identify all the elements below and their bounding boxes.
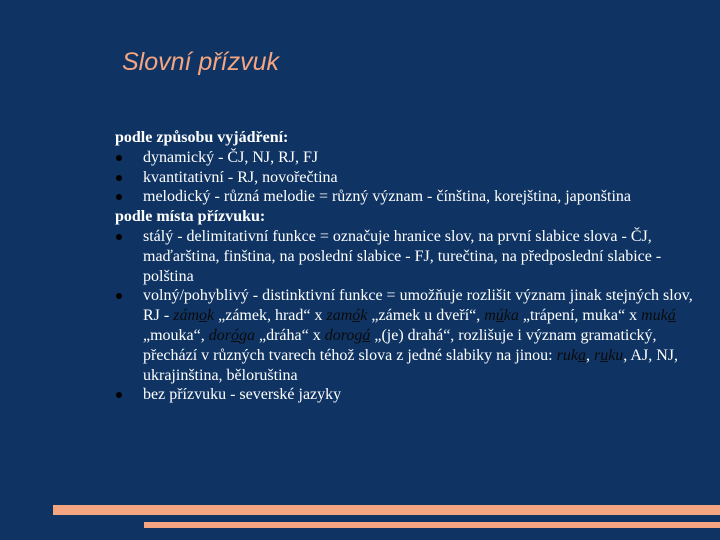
slide-content	[115, 128, 695, 405]
section-heading-position: podle místa přízvuku:	[115, 208, 266, 226]
example-word: doróga	[208, 326, 255, 344]
list-item: stálý - delimitativní funkce = označuje hranice slov, na první slabice slova - ČJ, maďarština, finština, na poslední slabice - FJ, turečtina, na předposlední slabice - polština	[115, 227, 695, 286]
example-word: múka	[484, 307, 519, 325]
example-word: dorogá	[324, 326, 371, 344]
bullet-icon	[116, 293, 122, 299]
slide-title: Slovní přízvuk	[122, 48, 280, 76]
bullet-icon	[116, 175, 122, 181]
bullet-icon	[116, 234, 122, 240]
list-item: melodický - různá melodie = různý význam - čínština, korejština, japonština	[115, 187, 695, 207]
list-item: dynamický - ČJ, NJ, RJ, FJ	[115, 148, 695, 168]
free-stress-text: volný/pohyblivý - distinktivní funkce = umožňuje rozlišit význam jinak stejných slov, RJ - zámok „zámek, hrad“ x zamók „zámek u dveří“, múka „trápení, muka“ x muká „mouka“, doróga „dráha“ x dorogá „(je) drahá“, rozlišuje i význam gramatický, přechází v různých tvarech téhož slova z jedné slabiky na jinou: ruka, ruku, AJ, NJ, ukrajinština, běloruština	[143, 287, 693, 384]
example-word: ruku	[593, 346, 624, 364]
example-word: zámok	[173, 307, 215, 325]
list-item	[115, 286, 695, 385]
position-list	[115, 227, 695, 405]
decorative-bar-bottom	[144, 522, 720, 528]
example-word: muká	[641, 307, 676, 325]
section-heading-expression: podle způsobu vyjádření:	[115, 129, 289, 146]
example-word: ruka	[556, 346, 586, 364]
bullet-icon	[116, 392, 122, 398]
list-item: kvantitativní - RJ, novořečtina	[115, 168, 695, 188]
bullet-icon	[116, 155, 122, 161]
list-item: bez přízvuku - severské jazyky	[115, 385, 695, 405]
decorative-bar-top	[53, 505, 720, 515]
expression-list	[115, 148, 695, 207]
example-word: zamók	[326, 307, 368, 325]
bullet-icon	[116, 194, 122, 200]
